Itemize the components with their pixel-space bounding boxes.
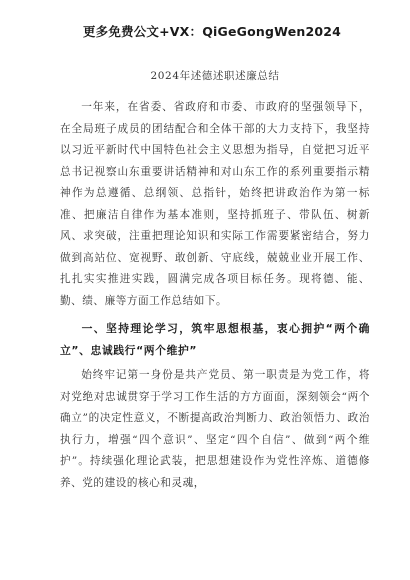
header-promo-text: 更多免费公文+VX：QiGeGongWen2024 [82, 24, 342, 39]
section-1-heading: 一、坚持理论学习，筑牢思想根基，衷心拥护“两个确立”、忠诚践行“两个维护” [60, 322, 370, 357]
intro-paragraph: 一年来，在省委、省政府和市委、市政府的坚强领导下，在全局班子成员的团结配合和全体干部的大力支持下，我坚持以习近平新时代中国特色社会主义思想为指导，自觉把习近平总书记视察山东重要讲话精神和对山东工作的系列重要指示精神作为总遵循、总纲领、总指针，始终把讲政治作为第一标准、把廉洁自律作为基本准则，坚持抓班子、带队伍、树新风、求突破，注重把理论知识和实际工作需要紧密结合，努力做到高站位、宽视野、敢创新、守底线，兢兢业业开展工作、扎扎实实推进实践，圆满完成各项目标任务。现将德、能、勤、绩、廉等方面工作总结如下。 [60, 101, 370, 307]
section-1-paragraph: 始终牢记第一身份是共产党员、第一职责是为党工作，将对党绝对忠诚贯穿于学习工作生活的方方面面，深刻领会“两个确立”的决定性意义，不断提高政治判断力、政治领悟力、政治执行力，增强“四个意识”、坚定“四个自信”、做到“两个维护”。持续强化理论武装，把思想建设作为党性淬炼、道德修养、党的建设的核心和灵魂， [60, 369, 370, 489]
document-title: 2024年述德述职述廉总结 [150, 70, 280, 82]
